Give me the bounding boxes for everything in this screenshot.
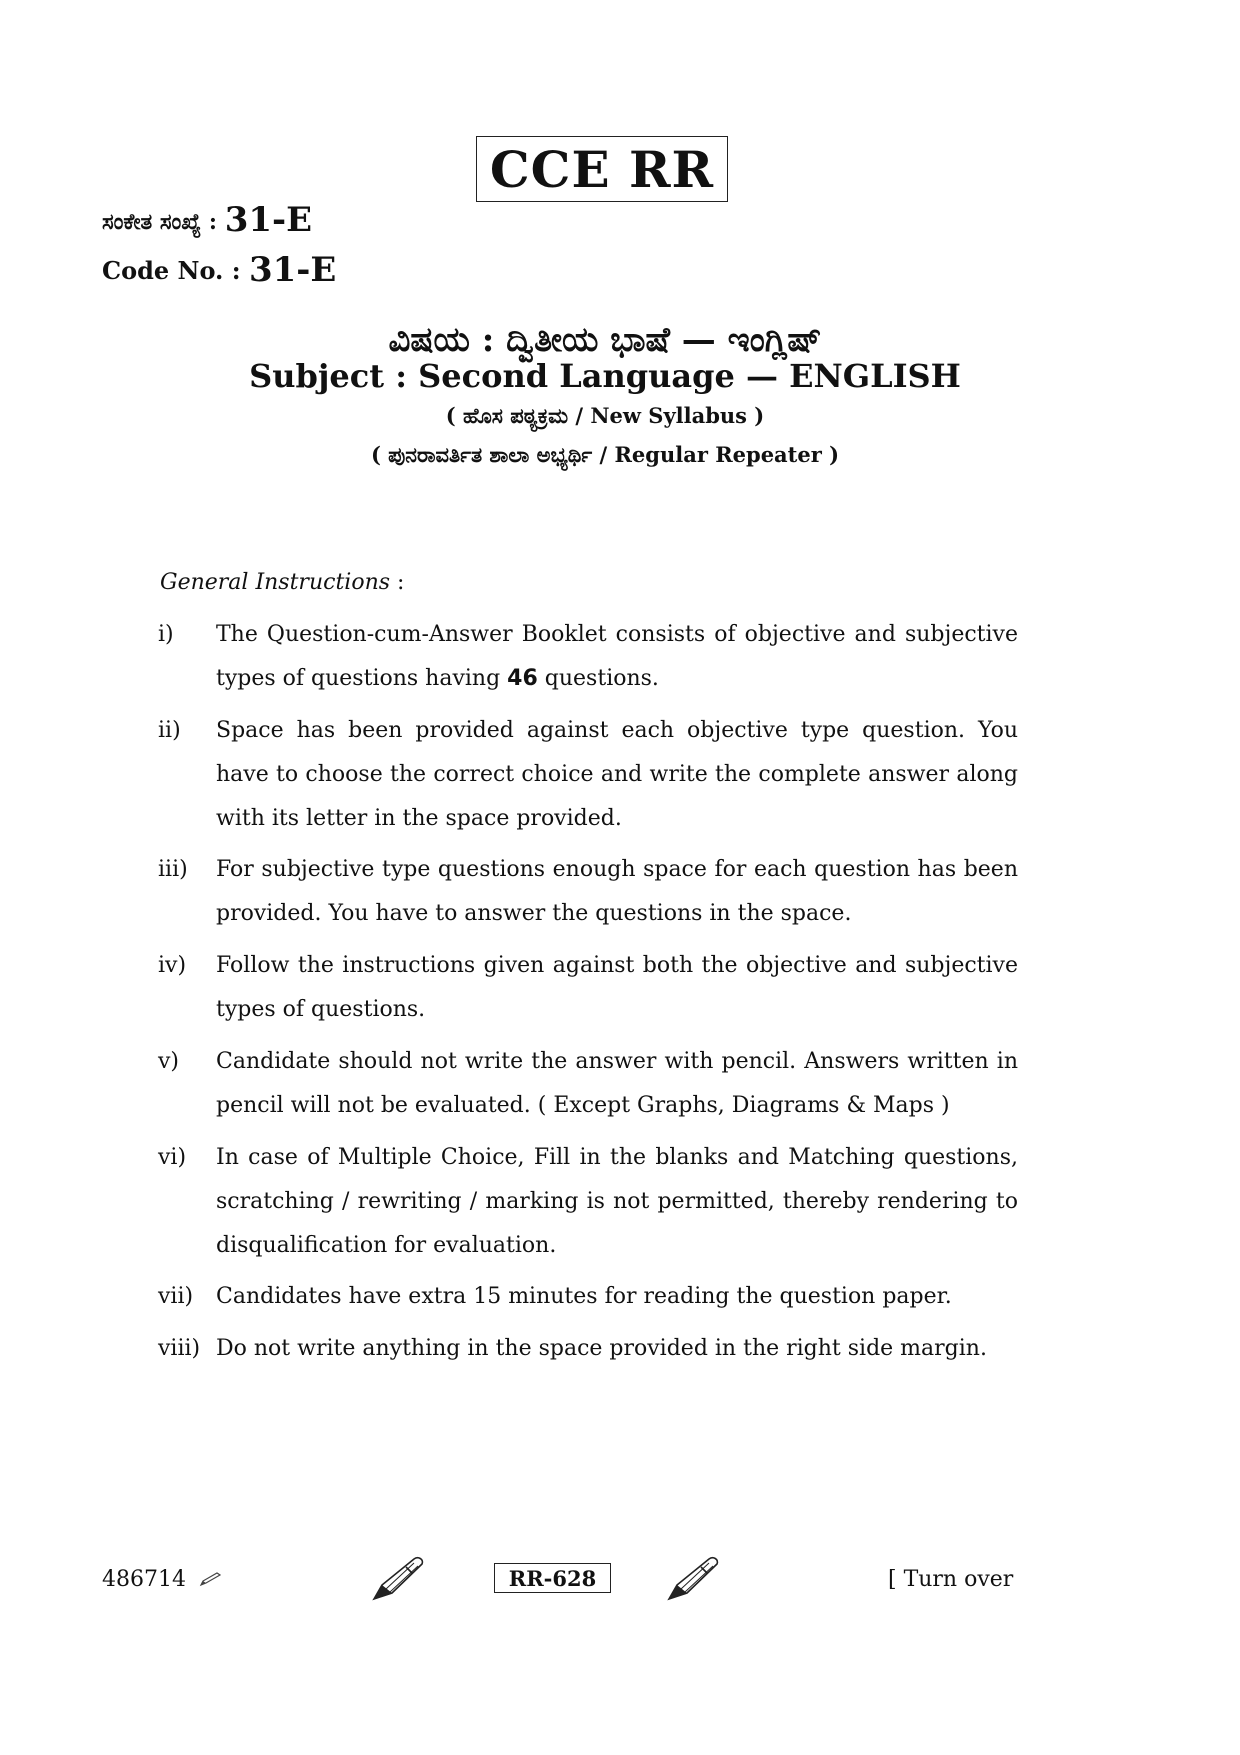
paper-title: CCE RR <box>489 139 715 199</box>
instruction-item <box>158 613 1018 701</box>
instruction-text: Space has been provided against each objective type question. You have to choose the correct choice and write the complete answer along with its letter in the space provided. <box>216 718 1018 831</box>
subject-english: Subject : Second Language — ENGLISH <box>249 357 961 395</box>
instructions-heading-colon: : <box>397 570 405 595</box>
instruction-text-part: The Question-cum-Answer Booklet consists of objective and subjective types of questions having <box>216 622 1018 691</box>
instruction-item <box>158 1136 1018 1268</box>
instructions-heading <box>160 570 404 595</box>
instruction-item <box>158 1040 1018 1128</box>
instruction-text: Do not write anything in the space provided in the right side margin. <box>216 1336 987 1361</box>
paper-code-box <box>494 1563 611 1593</box>
instruction-text: In case of Multiple Choice, Fill in the blanks and Matching questions, scratching / rewriting / marking is not permitted, thereby rendering to disqualification for evaluation. <box>216 1145 1018 1258</box>
instruction-text-part: questions. <box>537 666 659 691</box>
instruction-number: i) <box>158 622 174 647</box>
instruction-number: iv) <box>158 953 187 978</box>
code-label-english: Code No. : <box>102 256 241 285</box>
serial-number <box>102 1567 223 1592</box>
instruction-item <box>158 1327 1018 1371</box>
turn-over-label: [ Turn over <box>888 1567 1014 1592</box>
code-label-kannada: ಸಂಕೇತ ಸಂಖ್ಯೆ : <box>102 209 218 235</box>
instruction-text: Follow the instructions given against both the objective and subjective types of questions. <box>216 953 1018 1022</box>
code-number-english <box>102 250 336 290</box>
subject-kannada: ವಿಷಯ : ದ್ವಿತೀಯ ಭಾಷೆ — ಇಂಗ್ಲಿಷ್ <box>388 320 822 360</box>
instruction-item <box>158 944 1018 1032</box>
instruction-number: vii) <box>158 1284 194 1309</box>
pen-icon <box>370 1555 430 1603</box>
instruction-text <box>216 613 1018 701</box>
instruction-number: vi) <box>158 1145 187 1170</box>
paper-title-box <box>476 136 728 202</box>
pen-icon <box>665 1555 725 1603</box>
instruction-number: iii) <box>158 857 188 882</box>
instruction-text: Candidates have extra 15 minutes for reading the question paper. <box>216 1284 952 1309</box>
question-count: 46 <box>507 666 538 691</box>
instruction-number: ii) <box>158 718 181 743</box>
instruction-item <box>158 709 1018 841</box>
instruction-number: viii) <box>158 1336 201 1361</box>
code-value-english: 31-E <box>248 250 337 290</box>
instruction-item <box>158 848 1018 936</box>
instructions-heading-text: General Instructions <box>160 570 391 595</box>
syllabus-line: ( ಹೊಸ ಪಠ್ಯಕ್ರಮ / New Syllabus ) <box>445 403 765 428</box>
paper-code: RR-628 <box>508 1565 597 1591</box>
repeater-line: ( ಪುನರಾವರ್ತಿತ ಶಾಲಾ ಅಭ್ಯರ್ಥಿ / Regular Repeater ) <box>370 442 840 467</box>
code-number-kannada <box>102 200 312 240</box>
instruction-item <box>158 1275 1018 1319</box>
instruction-text: Candidate should not write the answer with pencil. Answers written in pencil will not be evaluated. ( Except Graphs, Diagrams & Maps ) <box>216 1049 1018 1118</box>
instruction-text: For subjective type questions enough space for each question has been provided. You have to answer the questions in the space. <box>216 857 1018 926</box>
instruction-number: v) <box>158 1049 180 1074</box>
code-value-kannada: 31-E <box>224 200 313 240</box>
serial-number-text: 486714 <box>102 1567 186 1592</box>
pencil-icon <box>199 1571 223 1587</box>
